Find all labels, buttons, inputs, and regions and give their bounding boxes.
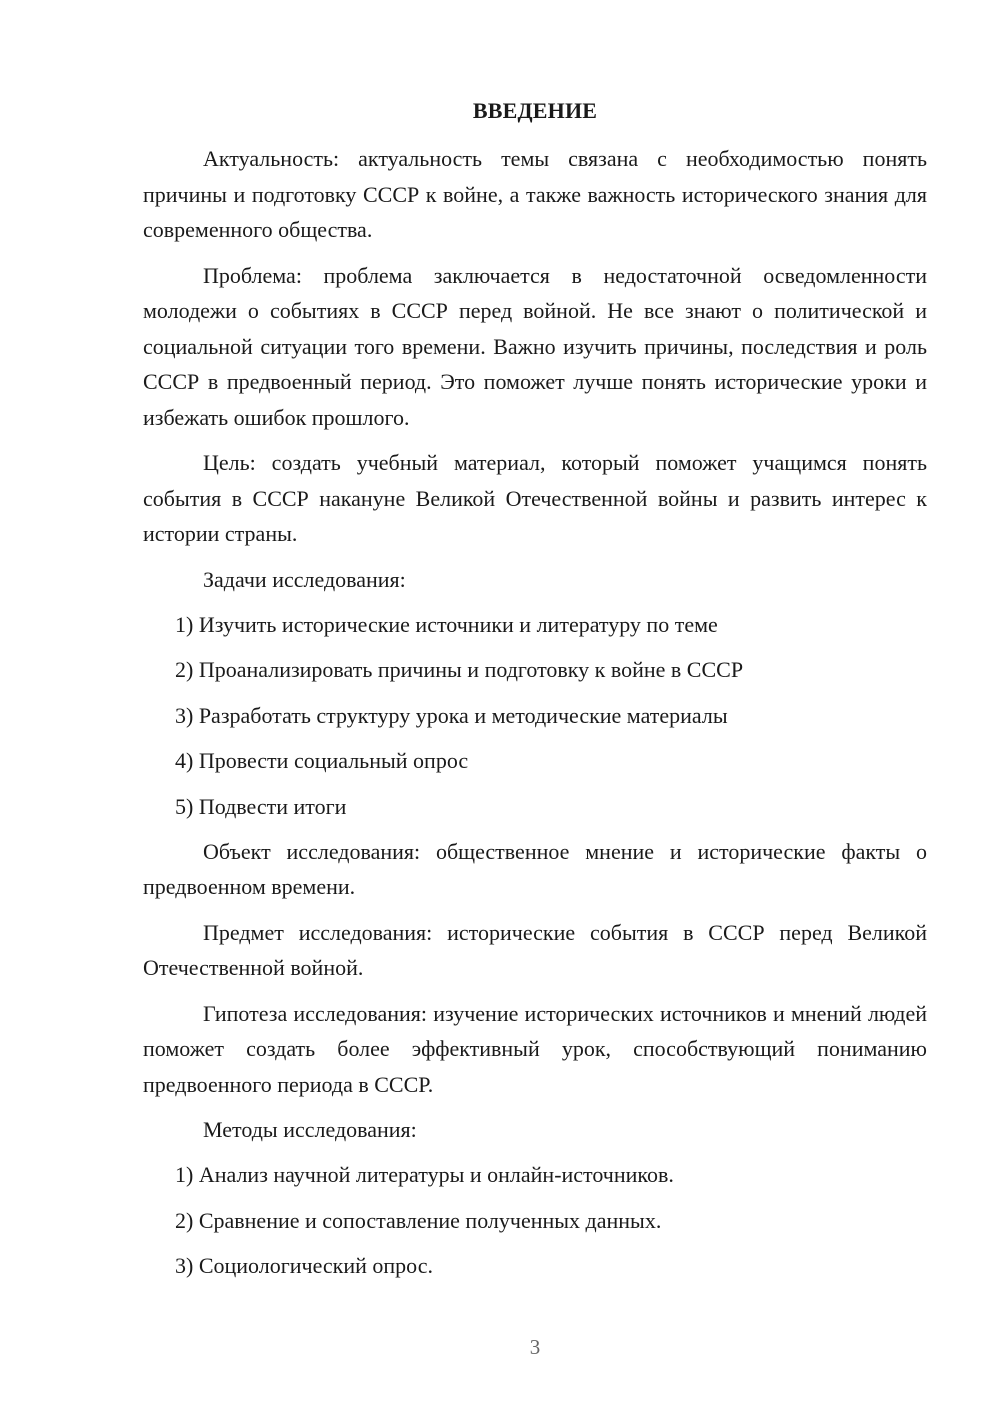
page-title: ВВЕДЕНИЕ <box>472 98 598 123</box>
list-item: 2) Проанализировать причины и подготовку к войне в СССР <box>175 657 744 682</box>
relevance-paragraph: Актуальность: актуальность темы связана с необходимостью понять причины и подготовку СССР к войне, а также важность исторического знания для современного общества. <box>143 146 927 242</box>
list-item: 5) Подвести итоги <box>175 793 347 819</box>
subject-paragraph: Предмет исследования: исторические события в СССР перед Великой Отечественной войной. <box>143 919 927 980</box>
methods-heading: Методы исследования: <box>203 1117 417 1142</box>
page-number: 3 <box>529 1335 541 1359</box>
page-content <box>143 94 927 1283</box>
tasks-heading: Задачи исследования: <box>203 566 406 592</box>
tasks-list <box>143 607 927 824</box>
list-item: 1) Изучить исторические источники и литературу по теме <box>175 611 718 637</box>
list-item: 3) Социологический опрос. <box>175 1253 433 1278</box>
list-item: 2) Сравнение и сопоставление полученных данных. <box>175 1207 662 1233</box>
problem-paragraph: Проблема: проблема заключается в недостаточной осведомленности молодежи о событиях в СССР перед войной. Не все знают о политической и социальной ситуации того времени. Важно изучить причины, последствия и роль СССР в предвоенный период. Это поможет лучше понять исторические уроки и избежать ошибок прошлого. <box>143 262 927 430</box>
object-paragraph: Объект исследования: общественное мнение и исторические факты о предвоенном времени. <box>143 838 927 899</box>
list-item: 4) Провести социальный опрос <box>175 748 469 773</box>
list-item: 1) Анализ научной литературы и онлайн-источников. <box>175 1162 674 1187</box>
goal-paragraph: Цель: создать учебный материал, который поможет учащимся понять события в СССР накануне Великой Отечественной войны и развить интерес к истории страны. <box>143 450 927 546</box>
list-item: 3) Разработать структуру урока и методические материалы <box>175 702 728 728</box>
methods-list <box>143 1157 927 1283</box>
hypothesis-paragraph: Гипотеза исследования: изучение исторических источников и мнений людей поможет создать более эффективный урок, способствующий пониманию предвоенного периода в СССР. <box>143 1000 927 1097</box>
